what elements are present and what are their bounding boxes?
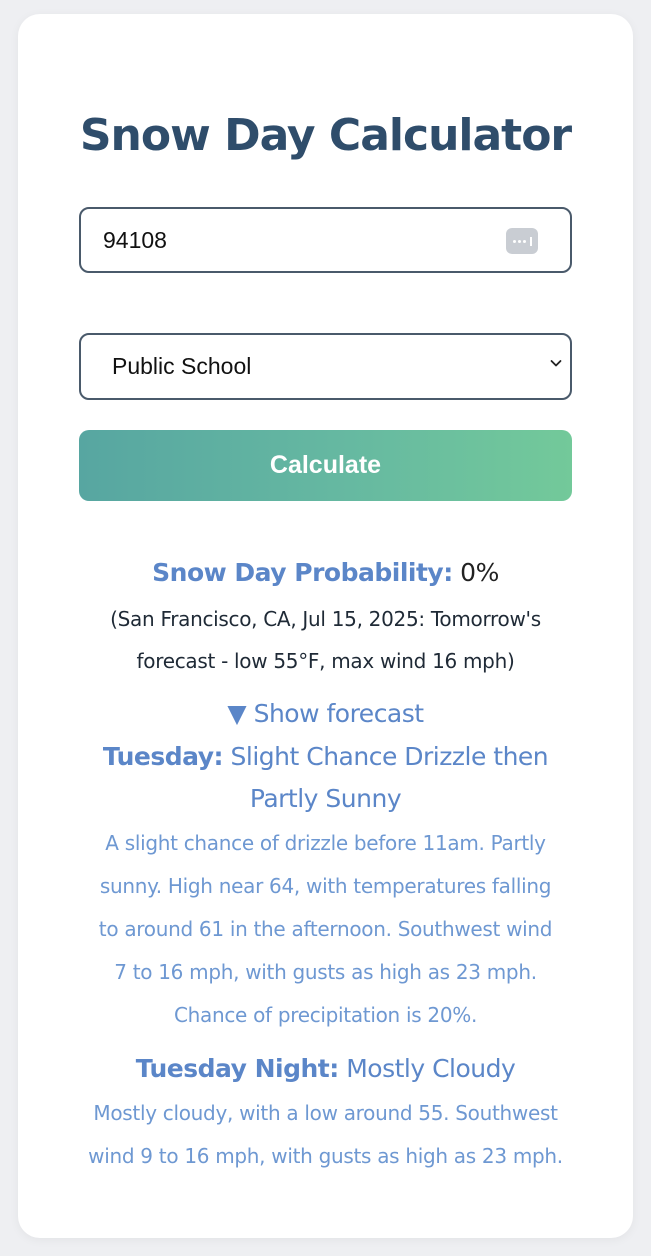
probability-label: Snow Day Probability: — [152, 558, 453, 587]
forecast-period-name: Tuesday: — [102, 742, 224, 771]
forecast-period-detail — [0, 1092, 651, 1178]
detail-line: Mostly cloudy, with a low around 55. Southwest — [93, 1101, 558, 1125]
school-type-select[interactable] — [79, 333, 572, 400]
school-type-selected: Public School — [112, 353, 252, 379]
summary-line: (San Francisco, CA, Jul 15, 2025: Tomorrow's — [110, 607, 541, 631]
forecast-period-heading — [0, 736, 651, 820]
detail-line: A slight chance of drizzle before 11am. Partly — [105, 831, 546, 855]
forecast-summary — [0, 598, 651, 682]
detail-line: 7 to 16 mph, with gusts as high as 23 mph. — [114, 960, 537, 984]
probability-value: 0% — [460, 558, 499, 587]
show-forecast-toggle[interactable]: ▼ Show forecast — [227, 699, 424, 728]
page-title: Snow Day Calculator — [79, 110, 572, 161]
calculate-button[interactable]: Calculate — [79, 430, 572, 501]
forecast-period-name: Tuesday Night: — [135, 1054, 339, 1083]
probability-line — [0, 554, 651, 592]
detail-line: to around 61 in the afternoon. Southwest wind — [98, 917, 553, 941]
summary-line: forecast - low 55°F, max wind 16 mph) — [136, 649, 515, 673]
forecast-period-short: Mostly Cloudy — [346, 1054, 516, 1083]
forecast-period-detail — [0, 822, 651, 1037]
chevron-down-icon — [550, 357, 562, 369]
detail-line: sunny. High near 64, with temperatures falling — [99, 874, 552, 898]
password-key-icon[interactable] — [506, 228, 538, 254]
detail-line: Chance of precipitation is 20%. — [173, 1003, 478, 1027]
forecast-period-heading — [0, 1048, 651, 1090]
detail-line: wind 9 to 16 mph, with gusts as high as 23 mph. — [88, 1144, 563, 1168]
forecast-period-short: Slight Chance Drizzle then — [230, 742, 549, 771]
zip-field[interactable] — [79, 207, 572, 273]
forecast-period-short: Partly Sunny — [249, 784, 402, 813]
zip-input[interactable] — [103, 209, 483, 271]
